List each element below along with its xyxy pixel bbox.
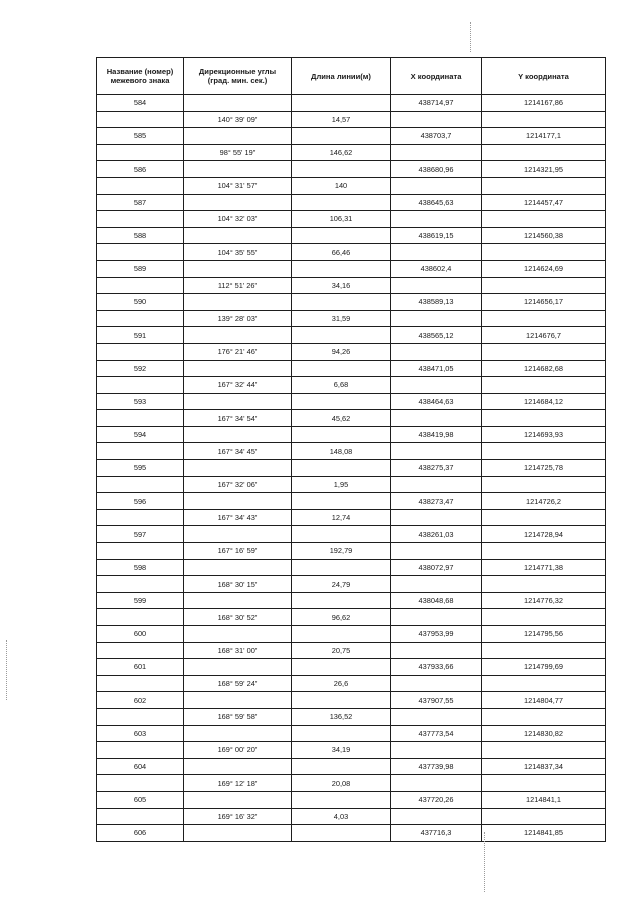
table-row <box>97 360 606 377</box>
point-name-cell: 589 <box>97 260 184 277</box>
point-name-cell-empty <box>97 111 184 128</box>
direction-angle-cell: 140° 39' 09" <box>184 111 292 128</box>
line-length-cell: 94,26 <box>292 343 391 360</box>
table-row <box>97 211 606 228</box>
direction-angle-cell: 167° 34' 54" <box>184 410 292 427</box>
y-coordinate-cell-empty <box>482 509 606 526</box>
angle-cell-empty <box>184 161 292 178</box>
direction-angle-cell: 167° 32' 06" <box>184 476 292 493</box>
line-length-cell: 14,57 <box>292 111 391 128</box>
table-body <box>97 95 606 842</box>
x-coordinate-cell: 438565,12 <box>391 327 482 344</box>
y-coordinate-cell: 1214776,32 <box>482 592 606 609</box>
x-coordinate-cell-empty <box>391 675 482 692</box>
table-row <box>97 260 606 277</box>
length-cell-empty <box>292 426 391 443</box>
point-name-cell-empty <box>97 543 184 560</box>
table-row <box>97 493 606 510</box>
y-coordinate-cell-empty <box>482 476 606 493</box>
angle-cell-empty <box>184 791 292 808</box>
table-row <box>97 559 606 576</box>
y-coordinate-cell: 1214656,17 <box>482 294 606 311</box>
x-coordinate-cell: 438273,47 <box>391 493 482 510</box>
y-coordinate-cell-empty <box>482 277 606 294</box>
length-cell-empty <box>292 559 391 576</box>
line-length-cell: 26,6 <box>292 675 391 692</box>
table-row <box>97 177 606 194</box>
point-name-cell: 596 <box>97 493 184 510</box>
x-coordinate-cell-empty <box>391 509 482 526</box>
line-length-cell: 34,16 <box>292 277 391 294</box>
line-length-cell: 20,08 <box>292 775 391 792</box>
angle-cell-empty <box>184 659 292 676</box>
x-coordinate-cell-empty <box>391 111 482 128</box>
direction-angle-cell: 168° 59' 24" <box>184 675 292 692</box>
point-name-cell: 601 <box>97 659 184 676</box>
y-coordinate-cell: 1214841,85 <box>482 825 606 842</box>
line-length-cell: 96,62 <box>292 609 391 626</box>
point-name-cell-empty <box>97 609 184 626</box>
x-coordinate-cell-empty <box>391 410 482 427</box>
x-coordinate-cell-empty <box>391 277 482 294</box>
y-coordinate-cell: 1214684,12 <box>482 393 606 410</box>
x-coordinate-cell-empty <box>391 343 482 360</box>
length-cell-empty <box>292 294 391 311</box>
angle-cell-empty <box>184 194 292 211</box>
table-row <box>97 244 606 261</box>
y-coordinate-cell-empty <box>482 343 606 360</box>
table-row <box>97 592 606 609</box>
x-coordinate-cell: 438589,13 <box>391 294 482 311</box>
point-name-cell-empty <box>97 343 184 360</box>
line-length-cell: 12,74 <box>292 509 391 526</box>
angle-cell-empty <box>184 128 292 145</box>
y-coordinate-cell-empty <box>482 708 606 725</box>
table-row <box>97 642 606 659</box>
length-cell-empty <box>292 360 391 377</box>
direction-angle-cell: 167° 34' 43" <box>184 509 292 526</box>
line-length-cell: 31,59 <box>292 310 391 327</box>
length-cell-empty <box>292 95 391 112</box>
line-length-cell: 1,95 <box>292 476 391 493</box>
point-name-cell-empty <box>97 642 184 659</box>
line-length-cell: 136,52 <box>292 708 391 725</box>
table-row <box>97 128 606 145</box>
x-coordinate-cell: 438464,63 <box>391 393 482 410</box>
y-coordinate-cell-empty <box>482 244 606 261</box>
length-cell-empty <box>292 791 391 808</box>
x-coordinate-cell: 437716,3 <box>391 825 482 842</box>
x-coordinate-cell-empty <box>391 144 482 161</box>
direction-angle-cell: 169° 00' 20" <box>184 742 292 759</box>
point-name-cell: 586 <box>97 161 184 178</box>
line-length-cell: 146,62 <box>292 144 391 161</box>
y-coordinate-cell-empty <box>482 377 606 394</box>
y-coordinate-cell: 1214804,77 <box>482 692 606 709</box>
table-row <box>97 410 606 427</box>
x-coordinate-cell: 438714,97 <box>391 95 482 112</box>
point-name-cell-empty <box>97 244 184 261</box>
table-row <box>97 377 606 394</box>
length-cell-empty <box>292 260 391 277</box>
point-name-cell: 602 <box>97 692 184 709</box>
table-row <box>97 327 606 344</box>
direction-angle-cell: 167° 34' 45" <box>184 443 292 460</box>
point-name-cell-empty <box>97 443 184 460</box>
angle-cell-empty <box>184 227 292 244</box>
x-coordinate-cell: 437739,98 <box>391 758 482 775</box>
x-coordinate-cell-empty <box>391 177 482 194</box>
x-coordinate-cell-empty <box>391 244 482 261</box>
point-name-cell: 604 <box>97 758 184 775</box>
y-coordinate-cell: 1214167,86 <box>482 95 606 112</box>
y-coordinate-cell: 1214799,69 <box>482 659 606 676</box>
length-cell-empty <box>292 758 391 775</box>
table-row <box>97 708 606 725</box>
angle-cell-empty <box>184 559 292 576</box>
x-coordinate-cell-empty <box>391 377 482 394</box>
table-header-row <box>97 58 606 95</box>
point-name-cell-empty <box>97 775 184 792</box>
point-name-cell: 599 <box>97 592 184 609</box>
point-name-cell-empty <box>97 211 184 228</box>
point-name-cell: 593 <box>97 393 184 410</box>
point-name-cell-empty <box>97 310 184 327</box>
x-coordinate-cell: 437953,99 <box>391 626 482 643</box>
y-coordinate-cell: 1214795,56 <box>482 626 606 643</box>
x-coordinate-cell-empty <box>391 310 482 327</box>
x-coordinate-cell-empty <box>391 211 482 228</box>
header-point-name: Название (номер) межевого знака <box>97 58 184 95</box>
angle-cell-empty <box>184 327 292 344</box>
x-coordinate-cell-empty <box>391 742 482 759</box>
table-row <box>97 476 606 493</box>
table-row <box>97 294 606 311</box>
length-cell-empty <box>292 626 391 643</box>
point-name-cell-empty <box>97 675 184 692</box>
y-coordinate-cell: 1214624,69 <box>482 260 606 277</box>
y-coordinate-cell-empty <box>482 543 606 560</box>
y-coordinate-cell-empty <box>482 808 606 825</box>
scan-artifact-dots <box>6 640 8 700</box>
direction-angle-cell: 98° 55' 19" <box>184 144 292 161</box>
point-name-cell: 603 <box>97 725 184 742</box>
y-coordinate-cell: 1214321,95 <box>482 161 606 178</box>
y-coordinate-cell-empty <box>482 742 606 759</box>
direction-angle-cell: 176° 21' 46" <box>184 343 292 360</box>
y-coordinate-cell-empty <box>482 443 606 460</box>
y-coordinate-cell: 1214725,78 <box>482 460 606 477</box>
y-coordinate-cell-empty <box>482 609 606 626</box>
x-coordinate-cell-empty <box>391 609 482 626</box>
boundary-coordinates-table <box>96 57 606 842</box>
scan-artifact-dots <box>470 22 472 52</box>
point-name-cell: 595 <box>97 460 184 477</box>
direction-angle-cell: 167° 16' 59" <box>184 543 292 560</box>
line-length-cell: 148,08 <box>292 443 391 460</box>
point-name-cell: 588 <box>97 227 184 244</box>
point-name-cell: 605 <box>97 791 184 808</box>
table-row <box>97 659 606 676</box>
point-name-cell: 598 <box>97 559 184 576</box>
y-coordinate-cell-empty <box>482 576 606 593</box>
angle-cell-empty <box>184 526 292 543</box>
y-coordinate-cell: 1214560,38 <box>482 227 606 244</box>
table-row <box>97 460 606 477</box>
table-row <box>97 675 606 692</box>
y-coordinate-cell: 1214771,38 <box>482 559 606 576</box>
y-coordinate-cell: 1214682,68 <box>482 360 606 377</box>
x-coordinate-cell: 437933,66 <box>391 659 482 676</box>
direction-angle-cell: 168° 31' 00" <box>184 642 292 659</box>
direction-angle-cell: 104° 35' 55" <box>184 244 292 261</box>
y-coordinate-cell-empty <box>482 675 606 692</box>
point-name-cell: 585 <box>97 128 184 145</box>
point-name-cell: 597 <box>97 526 184 543</box>
direction-angle-cell: 169° 16' 32" <box>184 808 292 825</box>
direction-angle-cell: 168° 30' 15" <box>184 576 292 593</box>
x-coordinate-cell: 438680,96 <box>391 161 482 178</box>
point-name-cell-empty <box>97 144 184 161</box>
table-row <box>97 111 606 128</box>
line-length-cell: 192,79 <box>292 543 391 560</box>
angle-cell-empty <box>184 260 292 277</box>
x-coordinate-cell-empty <box>391 576 482 593</box>
line-length-cell: 45,62 <box>292 410 391 427</box>
x-coordinate-cell-empty <box>391 775 482 792</box>
x-coordinate-cell: 438072,97 <box>391 559 482 576</box>
table-row <box>97 227 606 244</box>
point-name-cell-empty <box>97 476 184 493</box>
angle-cell-empty <box>184 360 292 377</box>
direction-angle-cell: 168° 30' 52" <box>184 609 292 626</box>
y-coordinate-cell: 1214726,2 <box>482 493 606 510</box>
length-cell-empty <box>292 692 391 709</box>
table-row <box>97 426 606 443</box>
x-coordinate-cell: 437720,26 <box>391 791 482 808</box>
line-length-cell: 20,75 <box>292 642 391 659</box>
x-coordinate-cell-empty <box>391 642 482 659</box>
table-row <box>97 526 606 543</box>
header-y-coordinate: Y координата <box>482 58 606 95</box>
table-row <box>97 725 606 742</box>
table-row <box>97 808 606 825</box>
length-cell-empty <box>292 592 391 609</box>
angle-cell-empty <box>184 426 292 443</box>
x-coordinate-cell-empty <box>391 476 482 493</box>
direction-angle-cell: 104° 31' 57" <box>184 177 292 194</box>
line-length-cell: 106,31 <box>292 211 391 228</box>
line-length-cell: 6,68 <box>292 377 391 394</box>
length-cell-empty <box>292 460 391 477</box>
y-coordinate-cell: 1214841,1 <box>482 791 606 808</box>
point-name-cell-empty <box>97 808 184 825</box>
y-coordinate-cell-empty <box>482 111 606 128</box>
x-coordinate-cell-empty <box>391 808 482 825</box>
table-row <box>97 825 606 842</box>
point-name-cell-empty <box>97 509 184 526</box>
line-length-cell: 24,79 <box>292 576 391 593</box>
point-name-cell: 600 <box>97 626 184 643</box>
line-length-cell: 140 <box>292 177 391 194</box>
x-coordinate-cell-empty <box>391 708 482 725</box>
table-row <box>97 576 606 593</box>
line-length-cell: 4,03 <box>292 808 391 825</box>
table-row <box>97 144 606 161</box>
table-row <box>97 161 606 178</box>
line-length-cell: 66,46 <box>292 244 391 261</box>
y-coordinate-cell-empty <box>482 642 606 659</box>
direction-angle-cell: 139° 28' 03" <box>184 310 292 327</box>
x-coordinate-cell: 438048,68 <box>391 592 482 609</box>
x-coordinate-cell: 438419,98 <box>391 426 482 443</box>
angle-cell-empty <box>184 692 292 709</box>
table-row <box>97 277 606 294</box>
angle-cell-empty <box>184 95 292 112</box>
header-line-length: Длина линии(м) <box>292 58 391 95</box>
angle-cell-empty <box>184 725 292 742</box>
table-row <box>97 194 606 211</box>
header-direction-angle: Дирекционные углы (град. мин. сек.) <box>184 58 292 95</box>
length-cell-empty <box>292 194 391 211</box>
table-row <box>97 95 606 112</box>
x-coordinate-cell: 437907,55 <box>391 692 482 709</box>
direction-angle-cell: 169° 12' 18" <box>184 775 292 792</box>
angle-cell-empty <box>184 493 292 510</box>
point-name-cell-empty <box>97 410 184 427</box>
angle-cell-empty <box>184 460 292 477</box>
length-cell-empty <box>292 227 391 244</box>
table-row <box>97 626 606 643</box>
y-coordinate-cell-empty <box>482 310 606 327</box>
x-coordinate-cell: 438602,4 <box>391 260 482 277</box>
y-coordinate-cell: 1214837,34 <box>482 758 606 775</box>
y-coordinate-cell: 1214457,47 <box>482 194 606 211</box>
point-name-cell-empty <box>97 177 184 194</box>
point-name-cell: 590 <box>97 294 184 311</box>
table-row <box>97 692 606 709</box>
angle-cell-empty <box>184 294 292 311</box>
y-coordinate-cell: 1214177,1 <box>482 128 606 145</box>
point-name-cell-empty <box>97 277 184 294</box>
point-name-cell: 606 <box>97 825 184 842</box>
table-row <box>97 775 606 792</box>
y-coordinate-cell-empty <box>482 211 606 228</box>
x-coordinate-cell: 438261,03 <box>391 526 482 543</box>
length-cell-empty <box>292 393 391 410</box>
x-coordinate-cell-empty <box>391 443 482 460</box>
y-coordinate-cell: 1214676,7 <box>482 327 606 344</box>
table-row <box>97 443 606 460</box>
y-coordinate-cell-empty <box>482 177 606 194</box>
direction-angle-cell: 167° 32' 44" <box>184 377 292 394</box>
table-row <box>97 310 606 327</box>
direction-angle-cell: 104° 32' 03" <box>184 211 292 228</box>
y-coordinate-cell-empty <box>482 144 606 161</box>
point-name-cell: 584 <box>97 95 184 112</box>
table-row <box>97 791 606 808</box>
direction-angle-cell: 112° 51' 26" <box>184 277 292 294</box>
table-row <box>97 509 606 526</box>
point-name-cell-empty <box>97 576 184 593</box>
point-name-cell-empty <box>97 708 184 725</box>
table-row <box>97 393 606 410</box>
y-coordinate-cell: 1214728,94 <box>482 526 606 543</box>
angle-cell-empty <box>184 758 292 775</box>
table-row <box>97 609 606 626</box>
scan-artifact-dots <box>484 832 486 892</box>
point-name-cell-empty <box>97 742 184 759</box>
length-cell-empty <box>292 128 391 145</box>
point-name-cell: 591 <box>97 327 184 344</box>
x-coordinate-cell: 438703,7 <box>391 128 482 145</box>
x-coordinate-cell: 438471,05 <box>391 360 482 377</box>
length-cell-empty <box>292 725 391 742</box>
x-coordinate-cell: 438645,63 <box>391 194 482 211</box>
line-length-cell: 34,19 <box>292 742 391 759</box>
x-coordinate-cell: 437773,54 <box>391 725 482 742</box>
direction-angle-cell: 168° 59' 58" <box>184 708 292 725</box>
length-cell-empty <box>292 825 391 842</box>
point-name-cell: 587 <box>97 194 184 211</box>
length-cell-empty <box>292 327 391 344</box>
x-coordinate-cell: 438619,15 <box>391 227 482 244</box>
point-name-cell-empty <box>97 377 184 394</box>
point-name-cell: 592 <box>97 360 184 377</box>
angle-cell-empty <box>184 825 292 842</box>
angle-cell-empty <box>184 592 292 609</box>
x-coordinate-cell: 438275,37 <box>391 460 482 477</box>
length-cell-empty <box>292 659 391 676</box>
length-cell-empty <box>292 526 391 543</box>
header-x-coordinate: X координата <box>391 58 482 95</box>
x-coordinate-cell-empty <box>391 543 482 560</box>
angle-cell-empty <box>184 393 292 410</box>
y-coordinate-cell: 1214830,82 <box>482 725 606 742</box>
point-name-cell: 594 <box>97 426 184 443</box>
y-coordinate-cell: 1214693,93 <box>482 426 606 443</box>
y-coordinate-cell-empty <box>482 775 606 792</box>
table-row <box>97 343 606 360</box>
length-cell-empty <box>292 161 391 178</box>
y-coordinate-cell-empty <box>482 410 606 427</box>
length-cell-empty <box>292 493 391 510</box>
table-row <box>97 742 606 759</box>
table-row <box>97 758 606 775</box>
table-row <box>97 543 606 560</box>
angle-cell-empty <box>184 626 292 643</box>
